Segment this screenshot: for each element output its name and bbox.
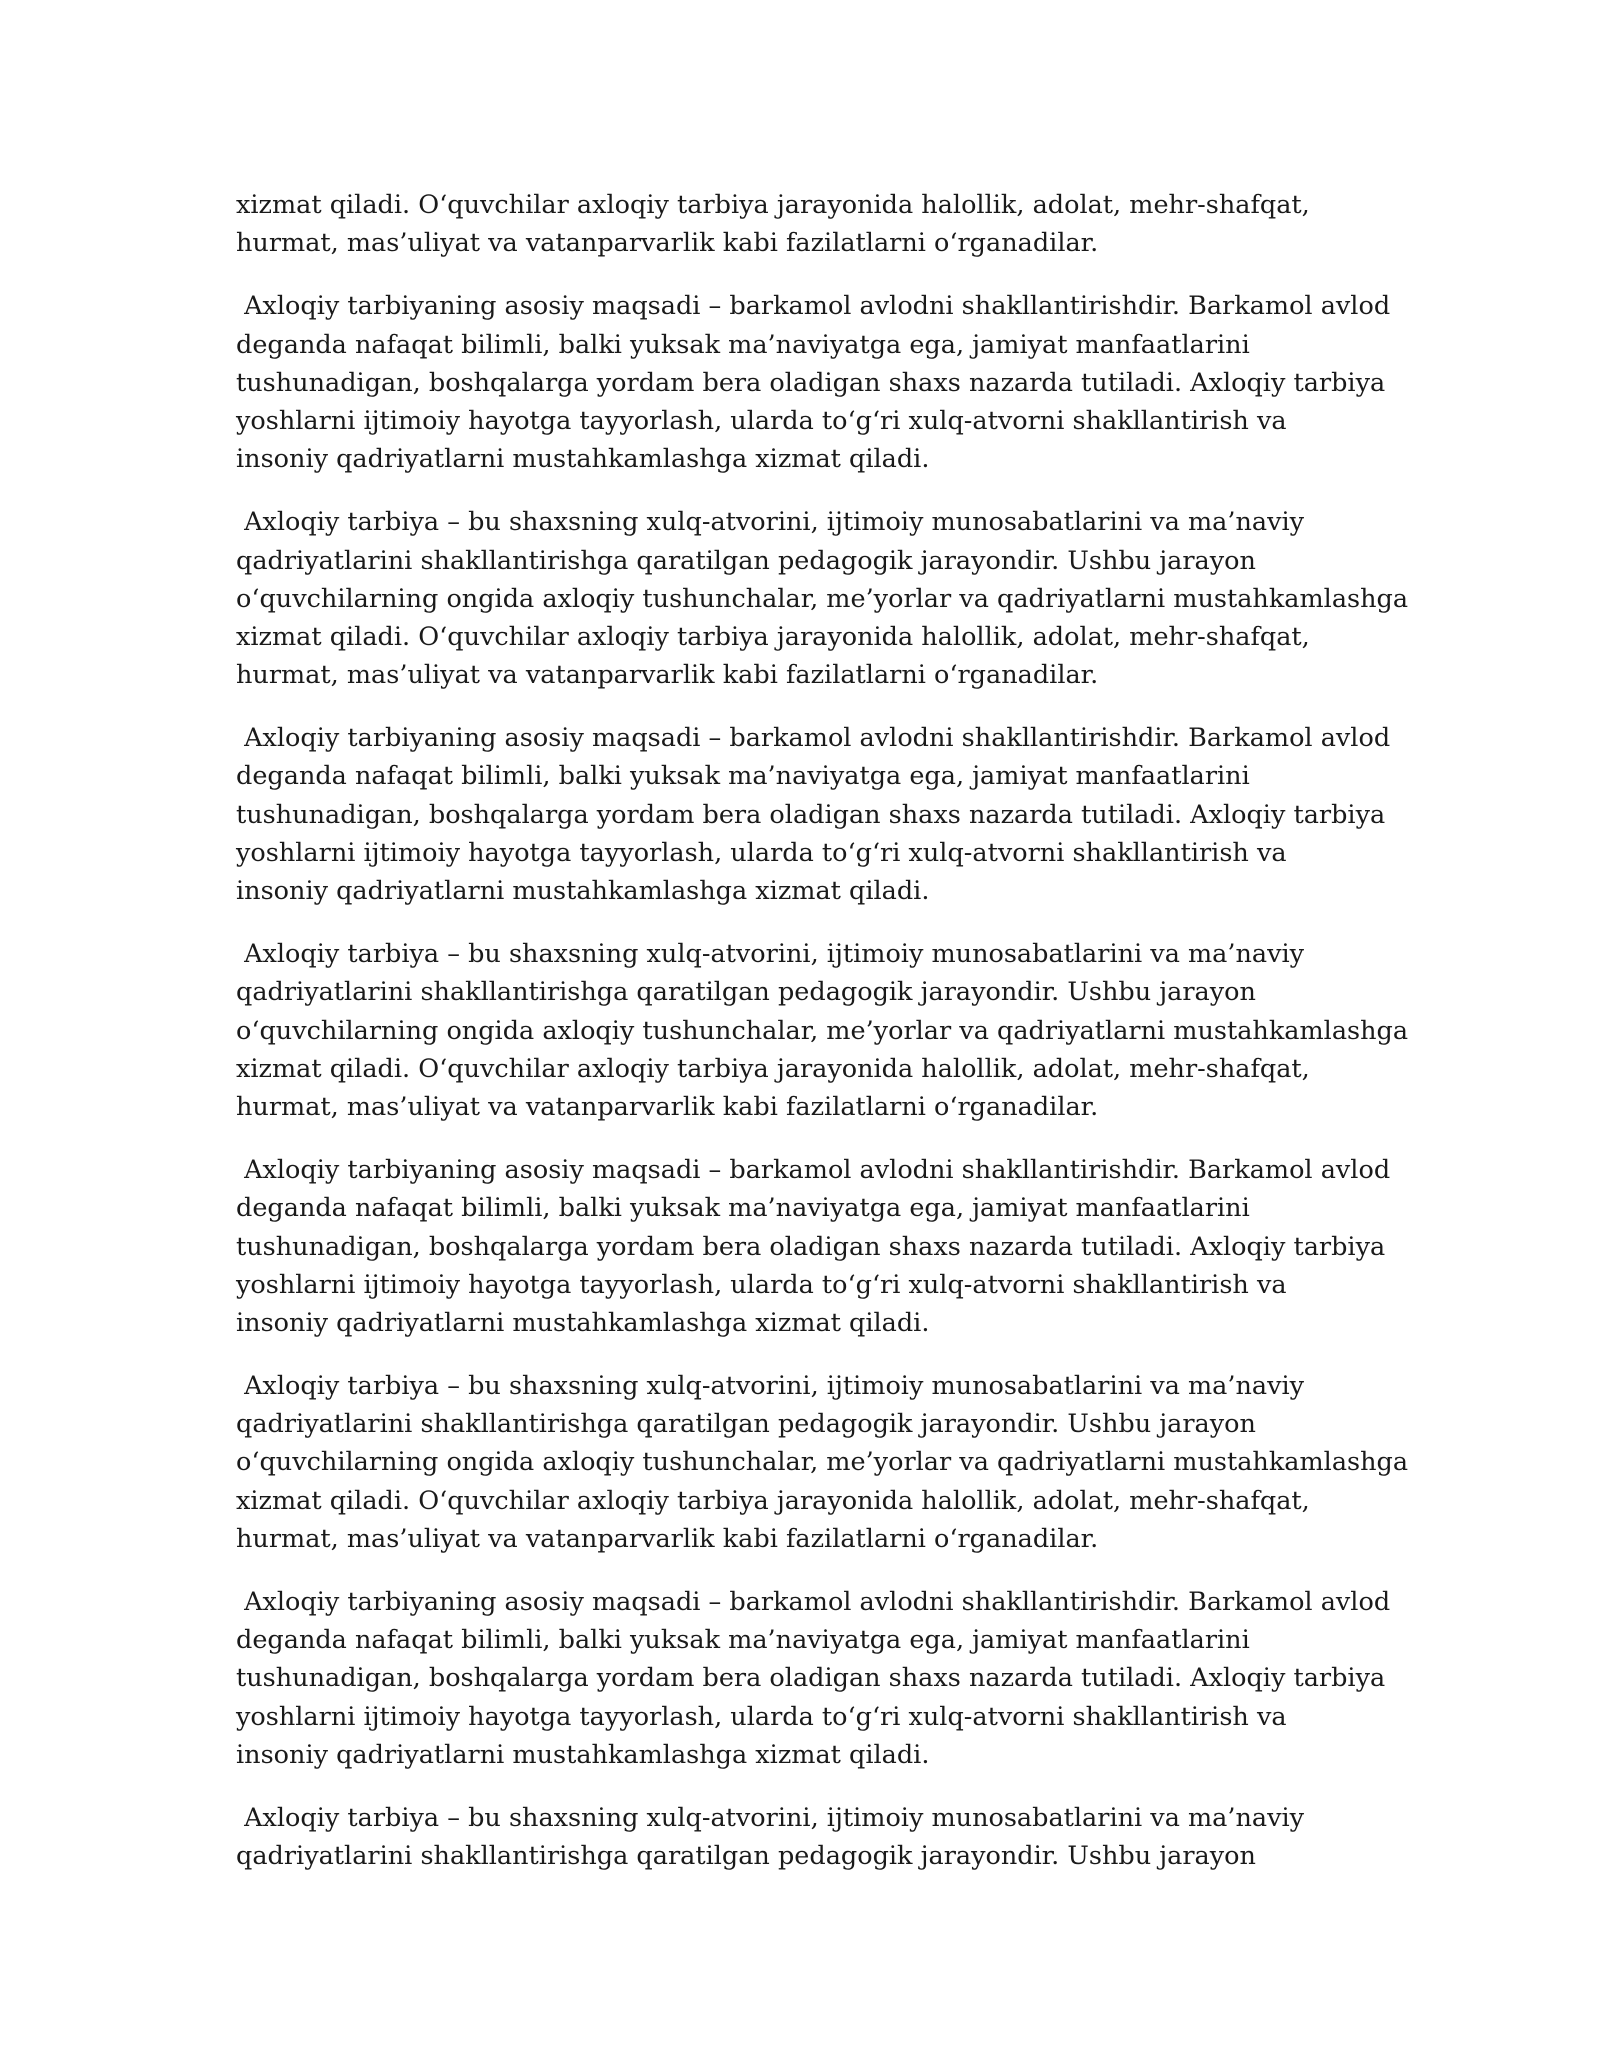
text-line: deganda nafaqat bilimli, balki yuksak ma’naviyatga ega, jamiyat manfaatlarini bbox=[236, 329, 1250, 360]
text-line: hurmat, mas’uliyat va vatanparvarlik kabi fazilatlarni o‘rganadilar. bbox=[236, 1091, 1099, 1122]
text-line: insoniy qadriyatlarni mustahkamlashga xizmat qiladi. bbox=[236, 444, 930, 475]
text-line: Axloqiy tarbiyaning asosiy maqsadi – barkamol avlodni shakllantirishdir. Barkamol avlod bbox=[236, 1587, 1391, 1617]
paragraph bbox=[236, 935, 1409, 1126]
text-line: hurmat, mas’uliyat va vatanparvarlik kabi fazilatlarni o‘rganadilar. bbox=[236, 1523, 1099, 1554]
text-line: xizmat qiladi. O‘quvchilar axloqiy tarbiya jarayonida halollik, adolat, mehr-shafqat, bbox=[236, 1053, 1310, 1084]
text-line: Axloqiy tarbiya – bu shaxsning xulq-atvorini, ijtimoiy munosabatlarini va ma’naviy bbox=[236, 507, 1305, 538]
text-line: xizmat qiladi. O‘quvchilar axloqiy tarbiya jarayonida halollik, adolat, mehr-shafqat, bbox=[236, 1485, 1310, 1516]
text-line: tushunadigan, boshqalarga yordam bera oladigan shaxs nazarda tutiladi. Axloqiy tarbiya bbox=[236, 799, 1386, 830]
paragraph bbox=[236, 287, 1391, 478]
text-line: deganda nafaqat bilimli, balki yuksak ma’naviyatga ega, jamiyat manfaatlarini bbox=[236, 761, 1250, 792]
text-line: Axloqiy tarbiya – bu shaxsning xulq-atvorini, ijtimoiy munosabatlarini va ma’naviy bbox=[236, 939, 1305, 970]
text-line: yoshlarni ijtimoiy hayotga tayyorlash, ularda to‘g‘ri xulq-atvorni shakllantirish va bbox=[236, 1269, 1287, 1300]
text-line: Axloqiy tarbiyaning asosiy maqsadi – barkamol avlodni shakllantirishdir. Barkamol avlod bbox=[236, 723, 1391, 754]
text-line: Axloqiy tarbiya – bu shaxsning xulq-atvorini, ijtimoiy munosabatlarini va ma’naviy bbox=[236, 1802, 1305, 1833]
paragraph bbox=[236, 1799, 1356, 1875]
text-line: tushunadigan, boshqalarga yordam bera oladigan shaxs nazarda tutiladi. Axloqiy tarbiya bbox=[236, 367, 1386, 398]
paragraph bbox=[236, 1151, 1391, 1342]
text-line: xizmat qiladi. O‘quvchilar axloqiy tarbiya jarayonida halollik, adolat, mehr-shafqat, bbox=[236, 190, 1310, 220]
text-line: hurmat, mas’uliyat va vatanparvarlik kabi fazilatlarni o‘rganadilar. bbox=[236, 228, 1099, 259]
text-line: o‘quvchilarning ongida axloqiy tushunchalar, me’yorlar va qadriyatlarni mustahkamlashga bbox=[236, 1447, 1409, 1478]
text-line: o‘quvchilarning ongida axloqiy tushunchalar, me’yorlar va qadriyatlarni mustahkamlashga bbox=[236, 1015, 1409, 1046]
text-line: yoshlarni ijtimoiy hayotga tayyorlash, ularda to‘g‘ri xulq-atvorni shakllantirish va bbox=[236, 405, 1287, 436]
text-line: Axloqiy tarbiyaning asosiy maqsadi – barkamol avlodni shakllantirishdir. Barkamol avlod bbox=[236, 291, 1391, 322]
document-body bbox=[236, 186, 1409, 1900]
text-line: insoniy qadriyatlarni mustahkamlashga xizmat qiladi. bbox=[236, 876, 930, 906]
text-line: deganda nafaqat bilimli, balki yuksak ma’naviyatga ega, jamiyat manfaatlarini bbox=[236, 1625, 1250, 1656]
paragraph bbox=[236, 186, 1356, 262]
text-line: qadriyatlarini shakllantirishga qaratilgan pedagogik jarayondir. Ushbu jarayon bbox=[236, 1409, 1256, 1440]
text-line: tushunadigan, boshqalarga yordam bera oladigan shaxs nazarda tutiladi. Axloqiy tarbiya bbox=[236, 1231, 1386, 1262]
text-line: tushunadigan, boshqalarga yordam bera oladigan shaxs nazarda tutiladi. Axloqiy tarbiya bbox=[236, 1663, 1386, 1694]
text-line: qadriyatlarini shakllantirishga qaratilgan pedagogik jarayondir. Ushbu jarayon bbox=[236, 545, 1256, 576]
paragraph bbox=[236, 1367, 1409, 1558]
text-line: Axloqiy tarbiyaning asosiy maqsadi – barkamol avlodni shakllantirishdir. Barkamol avlod bbox=[236, 1155, 1391, 1186]
paragraph bbox=[236, 1583, 1391, 1774]
text-line: Axloqiy tarbiya – bu shaxsning xulq-atvorini, ijtimoiy munosabatlarini va ma’naviy bbox=[236, 1371, 1305, 1402]
text-line: deganda nafaqat bilimli, balki yuksak ma’naviyatga ega, jamiyat manfaatlarini bbox=[236, 1193, 1250, 1224]
text-line: insoniy qadriyatlarni mustahkamlashga xizmat qiladi. bbox=[236, 1307, 930, 1338]
text-line: qadriyatlarini shakllantirishga qaratilgan pedagogik jarayondir. Ushbu jarayon bbox=[236, 1841, 1256, 1872]
paragraph bbox=[236, 503, 1409, 694]
text-line: hurmat, mas’uliyat va vatanparvarlik kabi fazilatlarni o‘rganadilar. bbox=[236, 660, 1099, 691]
text-line: qadriyatlarini shakllantirishga qaratilgan pedagogik jarayondir. Ushbu jarayon bbox=[236, 977, 1256, 1008]
text-line: yoshlarni ijtimoiy hayotga tayyorlash, ularda to‘g‘ri xulq-atvorni shakllantirish va bbox=[236, 837, 1287, 868]
text-line: o‘quvchilarning ongida axloqiy tushunchalar, me’yorlar va qadriyatlarni mustahkamlashga bbox=[236, 583, 1409, 614]
text-line: xizmat qiladi. O‘quvchilar axloqiy tarbiya jarayonida halollik, adolat, mehr-shafqat, bbox=[236, 621, 1310, 652]
text-line: yoshlarni ijtimoiy hayotga tayyorlash, ularda to‘g‘ri xulq-atvorni shakllantirish va bbox=[236, 1701, 1287, 1732]
paragraph bbox=[236, 719, 1391, 910]
text-line: insoniy qadriyatlarni mustahkamlashga xizmat qiladi. bbox=[236, 1739, 930, 1770]
